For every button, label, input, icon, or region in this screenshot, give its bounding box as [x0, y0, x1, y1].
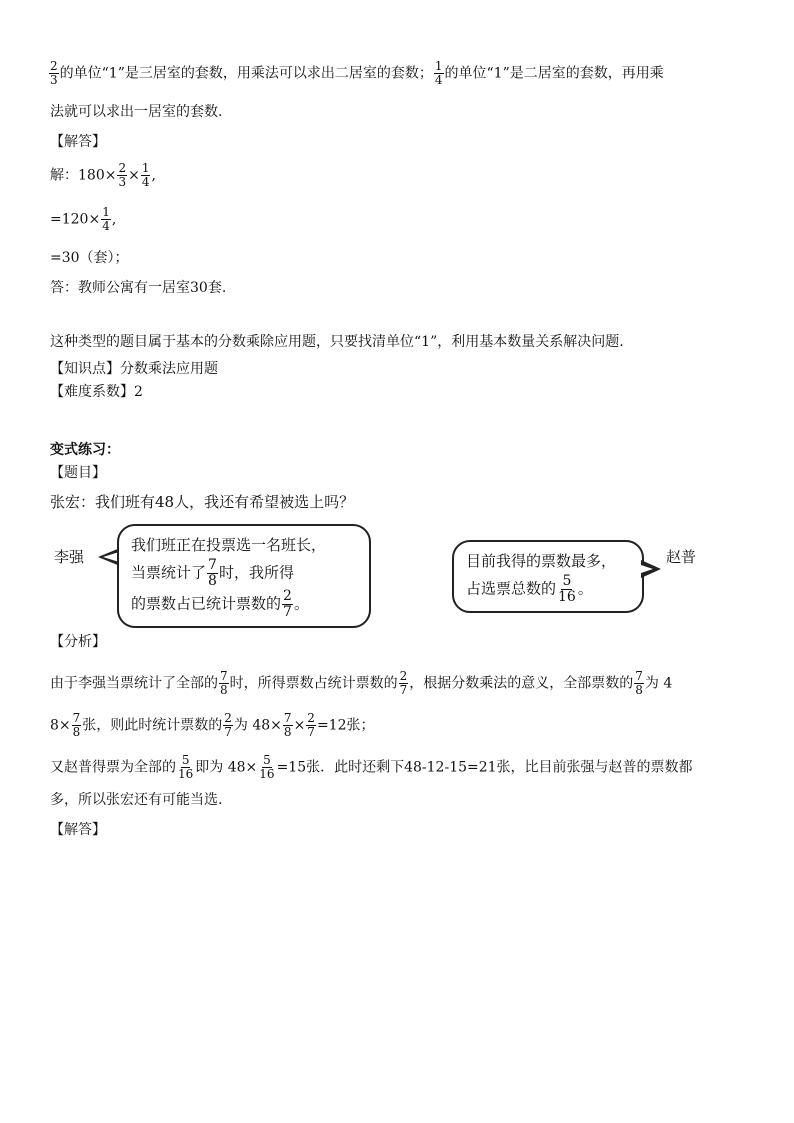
difficulty: 【难度系数】2: [50, 384, 143, 400]
speech-bubble-right: 目前我得的票数最多， 占选票总数的 $\frac{5}{16}$ 。: [452, 540, 644, 613]
bubble-tail-right-inner: [638, 564, 653, 574]
solution-step-1: 解：180× $\frac{2}{3}$ × $\frac{1}{4}$ ,: [50, 161, 156, 189]
analysis-line-a3: 又赵普得票为全部的 $\frac{5}{16}$ 即为 48× $\frac{5}{16}$ =15张．此时还剩下48-12-15=21张，比目前张强与赵普的票数都: [50, 753, 693, 781]
fraction: $\frac{2}{7}$: [224, 711, 232, 739]
fraction: $\frac{1}{4}$: [434, 59, 443, 87]
bubble-line: 当票统计了 $\frac{7}{8}$ 时，我所得: [131, 557, 294, 589]
fraction: $\frac{5}{16}$: [558, 573, 576, 605]
question-header: 【题目】: [50, 465, 106, 481]
fraction: $\frac{7}{8}$: [72, 711, 81, 739]
analysis-line-2: 法就可以求出一居室的套数.: [50, 104, 223, 120]
analysis-line-a1: 由于李强当票统计了全部的 $\frac{7}{8}$ 时，所得票数占统计票数的 $\frac{2}{7}$ ，根据分数乘法的意义，全部票数的 $\frac{7}{8}$ 为 4: [50, 669, 673, 697]
answer-header: 【解答】: [50, 134, 106, 150]
fraction: $\frac{7}{8}$: [220, 669, 228, 697]
fraction: $\frac{2}{7}$: [399, 669, 408, 697]
speaker-right: 赵普: [666, 548, 697, 566]
solution-answer: 答：教师公寓有一居室30套.: [50, 280, 227, 296]
solution-step-2: =120× $\frac{1}{4}$ ,: [50, 205, 117, 233]
fraction: $\frac{2}{7}$: [307, 711, 315, 739]
fraction: $\frac{2}{7}$: [283, 588, 292, 620]
bubble-line: 的票数占已统计票数的 $\frac{2}{7}$ 。: [131, 588, 309, 620]
fraction: $\frac{2}{3}$: [118, 161, 127, 189]
analysis-line-1: $\frac{2}{3}$ 的单位“1”是三居室的套数，用乘法可以求出二居室的套数； $\frac{1}{4}$ 的单位“1”是二居室的套数，再用乘: [50, 59, 664, 87]
fraction: $\frac{1}{4}$: [102, 205, 110, 233]
fraction: $\frac{7}{8}$: [283, 711, 292, 739]
fraction: $\frac{5}{16}$: [178, 753, 194, 781]
analysis-line-a4: 多，所以张宏还有可能当选.: [50, 792, 223, 808]
fraction: $\frac{2}{3}$: [50, 59, 58, 87]
knowledge-point: 【知识点】分数乘法应用题: [50, 361, 218, 377]
analysis-line-a2: 8× $\frac{7}{8}$ 张，则此时统计票数的 $\frac{2}{7}$ 为 48× $\frac{7}{8}$ × $\frac{2}{7}$ =12张；: [50, 711, 375, 739]
analysis-header: 【分析】: [50, 634, 106, 650]
question-text: 张宏：我们班有48人，我还有希望被选上吗？: [50, 493, 355, 511]
speaker-left: 李强: [54, 548, 85, 566]
bubble-line: 占选票总数的 $\frac{5}{16}$ 。: [466, 573, 593, 605]
variant-title: 变式练习：: [50, 442, 120, 458]
fraction: $\frac{7}{8}$: [635, 669, 643, 697]
speech-bubble-left: 我们班正在投票选一名班长， 当票统计了 $\frac{7}{8}$ 时，我所得 的票数占已统计票数的 $\frac{2}{7}$ 。: [117, 524, 371, 628]
fraction: $\frac{5}{16}$: [259, 753, 275, 781]
solution-step-3: =30（套）；: [50, 250, 129, 266]
summary-text: 这种类型的题目属于基本的分数乘除应用题，只要找清单位“1”，利用基本数量关系解决问题.: [50, 334, 624, 350]
answer-header-2: 【解答】: [50, 822, 106, 838]
fraction: $\frac{1}{4}$: [141, 161, 150, 189]
fraction: $\frac{7}{8}$: [208, 557, 217, 589]
